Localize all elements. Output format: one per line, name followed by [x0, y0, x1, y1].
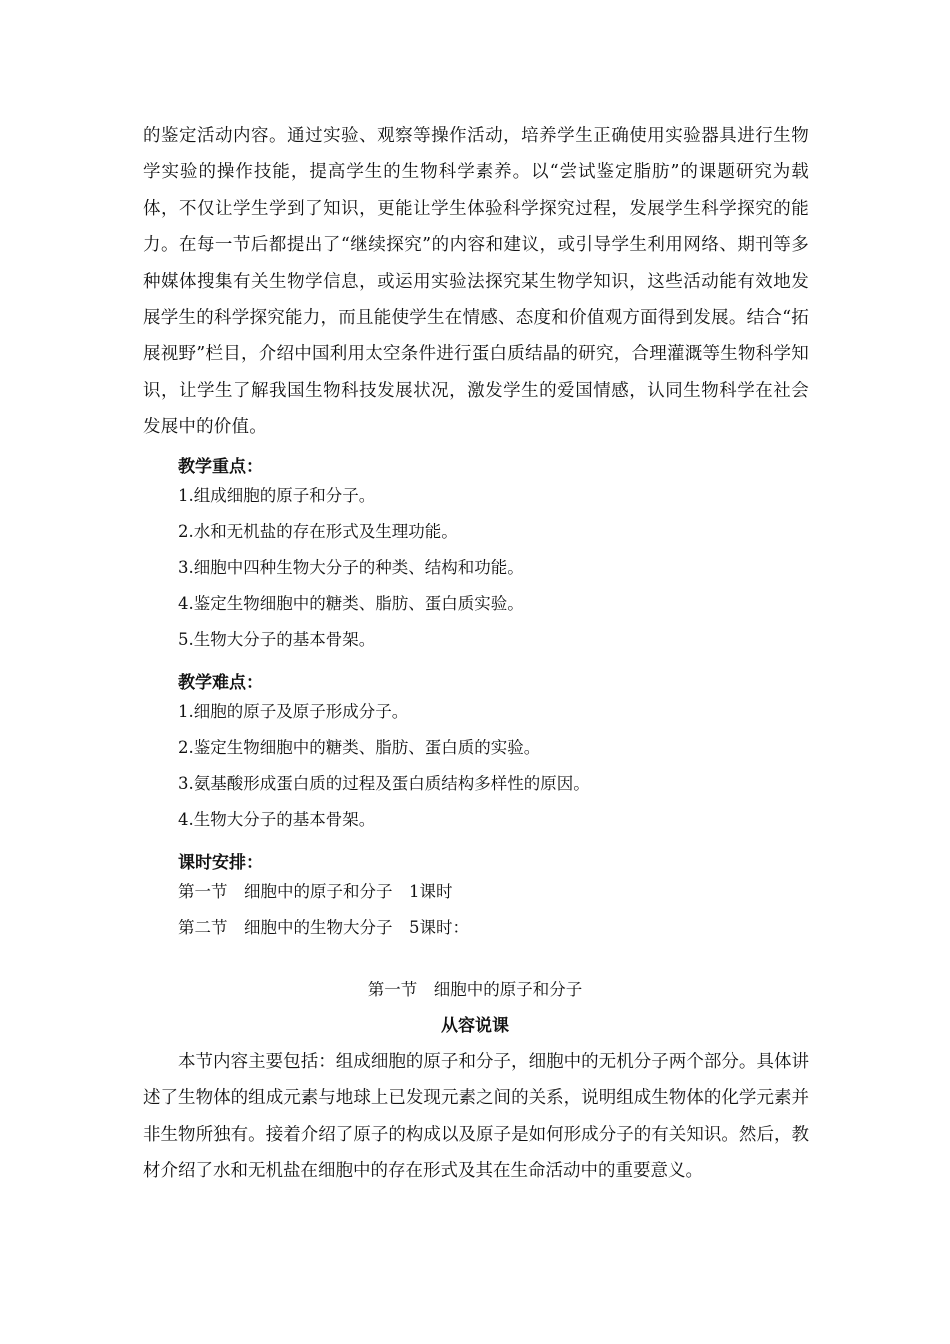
section-title: 第一节 细胞中的原子和分子 [367, 980, 583, 999]
key-points-heading: 教学重点： [178, 457, 263, 477]
difficulties-heading: 教学难点： [178, 673, 263, 693]
list-item: 2.鉴定生物细胞中的糖类、脂肪、蛋白质的实验。 [178, 738, 541, 757]
list-item: 4.鉴定生物细胞中的糖类、脂肪、蛋白质实验。 [178, 594, 524, 613]
list-item: 5.生物大分子的基本骨架。 [178, 630, 376, 649]
schedule-item: 第二节 细胞中的生物大分子 5课时： [178, 918, 469, 937]
list-item: 3.氨基酸形成蛋白质的过程及蛋白质结构多样性的原因。 [178, 774, 590, 793]
schedule-heading: 课时安排： [178, 853, 263, 873]
list-item: 1.细胞的原子及原子形成分子。 [178, 702, 409, 721]
list-item: 2.水和无机盐的存在形式及生理功能。 [178, 522, 458, 541]
key-points-list [178, 478, 524, 658]
schedule-list [178, 874, 469, 946]
section-subtitle: 从容说课 [441, 1016, 509, 1036]
difficulties-list [178, 694, 590, 838]
list-item: 3.细胞中四种生物大分子的种类、结构和功能。 [178, 558, 524, 577]
body-paragraph: 的鉴定活动内容。通过实验、观察等操作活动，培养学生正确使用实验器具进行生物学实验的操作技能，提高学生的生物科学素养。以“尝试鉴定脂肪”的课题研究为载体，不仅让学生学到了知识，更能让学生体验科学探究过程，发展学生科学探究的能力。在每一节后都提出了“继续探究”的内容和建议，或引导学生利用网络、期刊等多种媒体搜集有关生物学信息，或运用实验法探究某生物学知识，这些活动能有效地发展学生的科学探究能力，而且能使学生在情感、态度和价值观方面得到发展。结合“拓展视野”栏目，介绍中国利用太空条件进行蛋白质结晶的研究，合理灌溉等生物科学知识，让学生了解我国生物科技发展状况，激发学生的爱国情感，认同生物科学在社会发展中的价值。 [143, 126, 809, 438]
list-item: 4.生物大分子的基本骨架。 [178, 810, 376, 829]
section-intro: 本节内容主要包括：组成细胞的原子和分子，细胞中的无机分子两个部分。具体讲述了生物体的组成元素与地球上已发现元素之间的关系，说明组成生物体的化学元素并非生物所独有。接着介绍了原子的构成以及原子是如何形成分子的有关知识。然后，教材介绍了水和无机盐在细胞中的存在形式及其在生命活动中的重要意义。 [143, 1052, 809, 1182]
schedule-item: 第一节 细胞中的原子和分子 1课时 [178, 882, 453, 901]
list-item: 1.组成细胞的原子和分子。 [178, 486, 376, 505]
